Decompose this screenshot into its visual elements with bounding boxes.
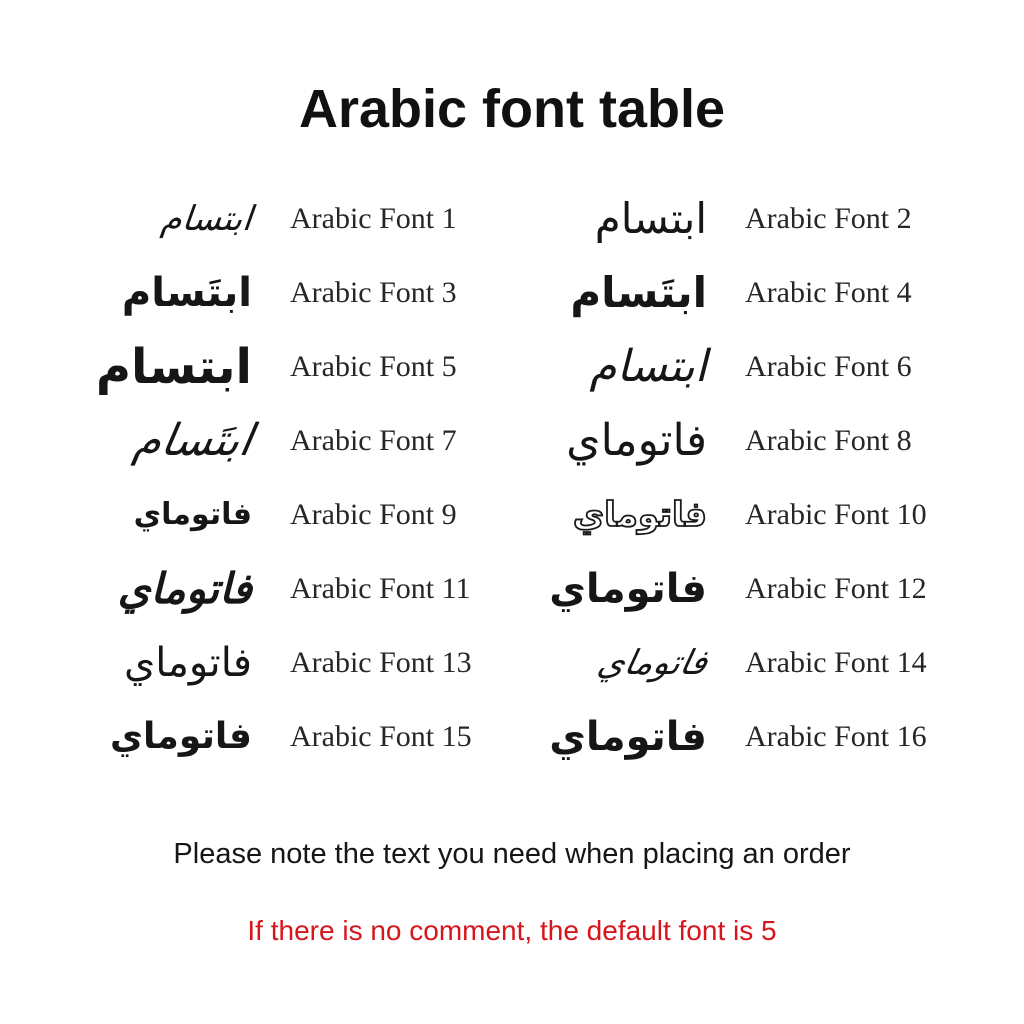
arabic-sample-font-12: فاتوماي	[549, 566, 707, 612]
font-label-9: Arabic Font 9	[290, 498, 457, 531]
font-table	[57, 182, 967, 774]
page-title: Arabic font table	[298, 79, 726, 139]
order-note: Please note the text you need when placing an order	[173, 838, 851, 870]
font-label-8: Arabic Font 8	[745, 424, 912, 457]
font-label-16: Arabic Font 16	[745, 720, 927, 753]
font-label-4: Arabic Font 4	[745, 276, 912, 309]
font-label-13: Arabic Font 13	[290, 646, 472, 679]
font-label-7: Arabic Font 7	[290, 424, 457, 457]
arabic-sample-font-8: فاتوماي	[566, 415, 707, 466]
font-label-11: Arabic Font 11	[290, 572, 471, 605]
font-label-12: Arabic Font 12	[745, 572, 927, 605]
arabic-sample-font-2: ابتسام	[594, 194, 707, 243]
arabic-sample-font-9: فاتوماي	[133, 497, 252, 532]
font-label-15: Arabic Font 15	[290, 720, 472, 753]
arabic-sample-font-11: فاتوماي	[117, 564, 252, 613]
arabic-sample-font-6: ابتسام	[589, 341, 707, 392]
arabic-sample-font-10: فاتوماي	[572, 495, 707, 535]
arabic-sample-font-5: ابتسام	[95, 339, 252, 395]
arabic-sample-font-14: فاتوماي	[593, 643, 712, 683]
arabic-sample-font-15: فاتوماي	[110, 716, 252, 757]
default-font-note: If there is no comment, the default font is 5	[247, 915, 777, 946]
font-label-10: Arabic Font 10	[745, 498, 927, 531]
font-label-5: Arabic Font 5	[290, 350, 457, 383]
font-label-3: Arabic Font 3	[290, 276, 457, 309]
arabic-sample-font-1: ابتسام	[158, 199, 255, 239]
font-label-6: Arabic Font 6	[745, 350, 912, 383]
arabic-sample-font-4: ابتَسام	[570, 268, 707, 317]
font-label-14: Arabic Font 14	[745, 646, 927, 679]
font-label-1: Arabic Font 1	[290, 202, 457, 235]
arabic-sample-font-7: ابتَسام	[129, 415, 257, 466]
arabic-sample-font-13: فاتوماي	[123, 640, 252, 686]
font-label-2: Arabic Font 2	[745, 202, 912, 235]
arabic-sample-font-3: ابتَسام	[121, 270, 252, 316]
arabic-sample-font-16: فاتوماي	[549, 714, 707, 760]
